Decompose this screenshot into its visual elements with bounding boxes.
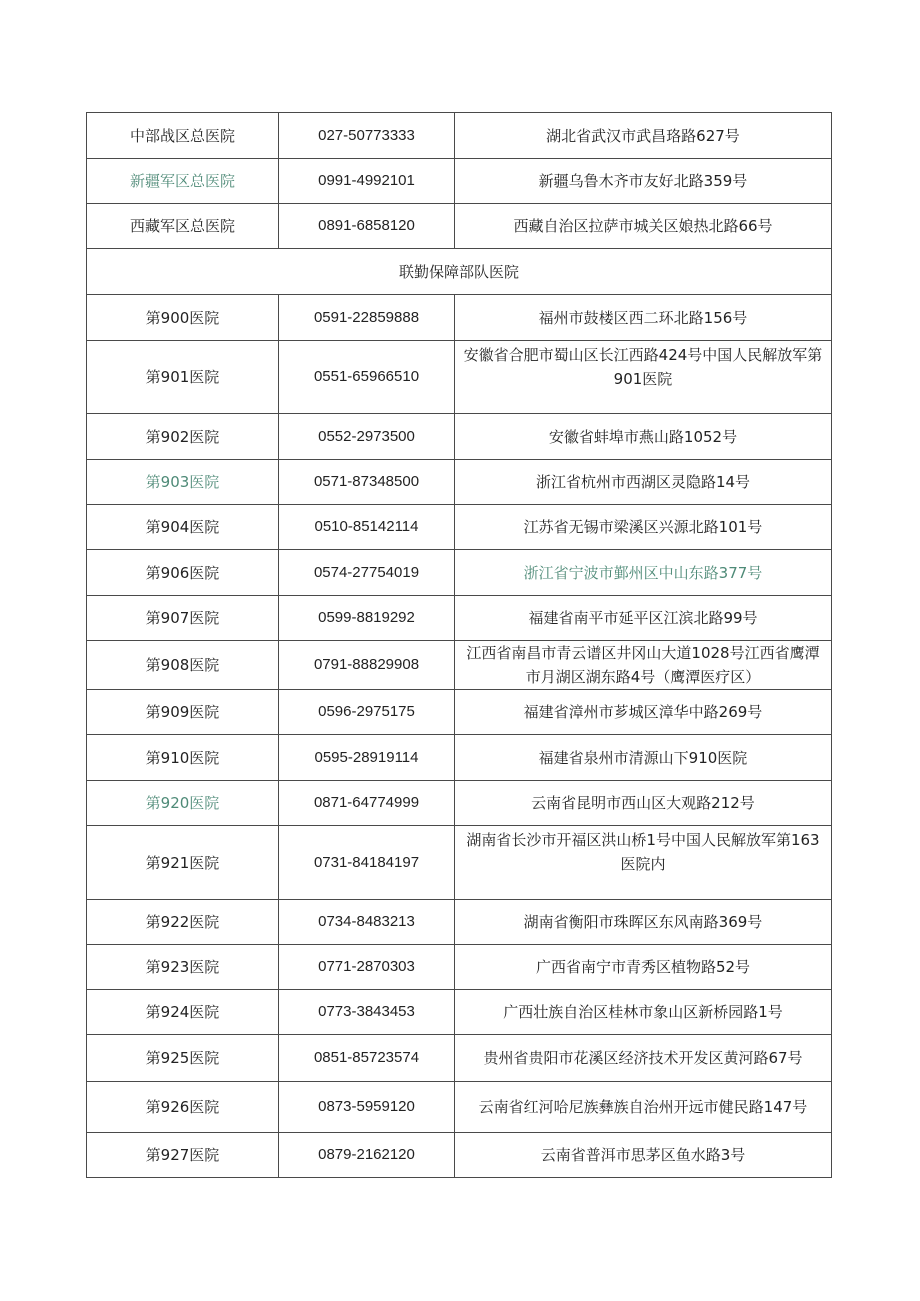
hospital-name: 第907医院 [87,596,279,641]
hospital-address: 浙江省宁波市鄞州区中山东路377号 [455,550,832,596]
hospital-address: 福建省南平市延平区江滨北路99号 [455,596,832,641]
hospital-address: 福建省漳州市芗城区漳华中路269号 [455,690,832,735]
hospital-name: 第927医院 [87,1133,279,1178]
table-row [87,341,832,414]
table-row [87,690,832,735]
hospital-phone: 0873-5959120 [279,1082,455,1133]
hospital-address: 福州市鼓楼区西二环北路156号 [455,295,832,341]
hospital-phone: 0551-65966510 [279,341,455,414]
hospital-address: 安徽省蚌埠市燕山路1052号 [455,414,832,460]
hospital-name: 新疆军区总医院 [87,159,279,204]
hospital-phone: 027-50773333 [279,113,455,159]
hospital-phone: 0991-4992101 [279,159,455,204]
table-row [87,826,832,900]
hospital-address: 福建省泉州市清源山下910医院 [455,735,832,781]
table-row [87,900,832,945]
hospital-name: 第904医院 [87,505,279,550]
hospital-address: 湖南省衡阳市珠晖区东风南路369号 [455,900,832,945]
hospital-name: 第921医院 [87,826,279,900]
hospital-name: 第902医院 [87,414,279,460]
hospital-phone: 0510-85142114 [279,505,455,550]
table-row [87,596,832,641]
hospital-address: 江西省南昌市青云谱区井冈山大道1028号江西省鹰潭市月湖区湖东路4号（鹰潭医疗区） [455,641,832,690]
table-row [87,550,832,596]
table-row [87,781,832,826]
hospital-address: 浙江省杭州市西湖区灵隐路14号 [455,460,832,505]
hospital-phone: 0552-2973500 [279,414,455,460]
hospital-name: 西藏军区总医院 [87,204,279,249]
hospital-address: 湖北省武汉市武昌珞路627号 [455,113,832,159]
hospital-phone: 0596-2975175 [279,690,455,735]
hospital-address: 贵州省贵阳市花溪区经济技术开发区黄河路67号 [455,1035,832,1082]
table-row [87,204,832,249]
hospital-phone: 0574-27754019 [279,550,455,596]
hospital-name: 第901医院 [87,341,279,414]
table-row [87,990,832,1035]
section-title: 联勤保障部队医院 [87,249,832,295]
table-row [87,414,832,460]
hospital-address: 江苏省无锡市梁溪区兴源北路101号 [455,505,832,550]
section-row [87,249,832,295]
hospital-name: 第920医院 [87,781,279,826]
hospital-address: 广西壮族自治区桂林市象山区新桥园路1号 [455,990,832,1035]
hospital-phone: 0771-2870303 [279,945,455,990]
table-row [87,113,832,159]
table-row [87,505,832,550]
hospital-phone: 0731-84184197 [279,826,455,900]
hospital-phone: 0591-22859888 [279,295,455,341]
table-row [87,295,832,341]
table-row [87,1133,832,1178]
hospital-phone: 0791-88829908 [279,641,455,690]
hospital-phone: 0851-85723574 [279,1035,455,1082]
hospital-name: 第903医院 [87,460,279,505]
hospital-phone: 0891-6858120 [279,204,455,249]
hospital-phone: 0571-87348500 [279,460,455,505]
hospital-phone: 0595-28919114 [279,735,455,781]
table-row [87,1082,832,1133]
hospital-name: 中部战区总医院 [87,113,279,159]
table-row [87,1035,832,1082]
hospital-table [86,112,832,1178]
hospital-phone: 0734-8483213 [279,900,455,945]
hospital-phone: 0879-2162120 [279,1133,455,1178]
hospital-phone: 0871-64774999 [279,781,455,826]
hospital-address: 云南省昆明市西山区大观路212号 [455,781,832,826]
hospital-address: 云南省红河哈尼族彝族自治州开远市健民路147号 [455,1082,832,1133]
hospital-address: 湖南省长沙市开福区洪山桥1号中国人民解放军第163医院内 [455,826,832,900]
hospital-name: 第923医院 [87,945,279,990]
hospital-phone: 0599-8819292 [279,596,455,641]
hospital-name: 第908医院 [87,641,279,690]
table-row [87,735,832,781]
hospital-name: 第926医院 [87,1082,279,1133]
hospital-address: 西藏自治区拉萨市城关区娘热北路66号 [455,204,832,249]
hospital-address: 广西省南宁市青秀区植物路52号 [455,945,832,990]
hospital-address: 新疆乌鲁木齐市友好北路359号 [455,159,832,204]
table-row [87,641,832,690]
hospital-name: 第925医院 [87,1035,279,1082]
hospital-address: 云南省普洱市思茅区鱼水路3号 [455,1133,832,1178]
hospital-name: 第909医院 [87,690,279,735]
hospital-name: 第922医院 [87,900,279,945]
table-row [87,460,832,505]
hospital-name: 第900医院 [87,295,279,341]
hospital-phone: 0773-3843453 [279,990,455,1035]
hospital-name: 第906医院 [87,550,279,596]
hospital-address: 安徽省合肥市蜀山区长江西路424号中国人民解放军第901医院 [455,341,832,414]
table-row [87,945,832,990]
hospital-name: 第924医院 [87,990,279,1035]
table-row [87,159,832,204]
hospital-name: 第910医院 [87,735,279,781]
